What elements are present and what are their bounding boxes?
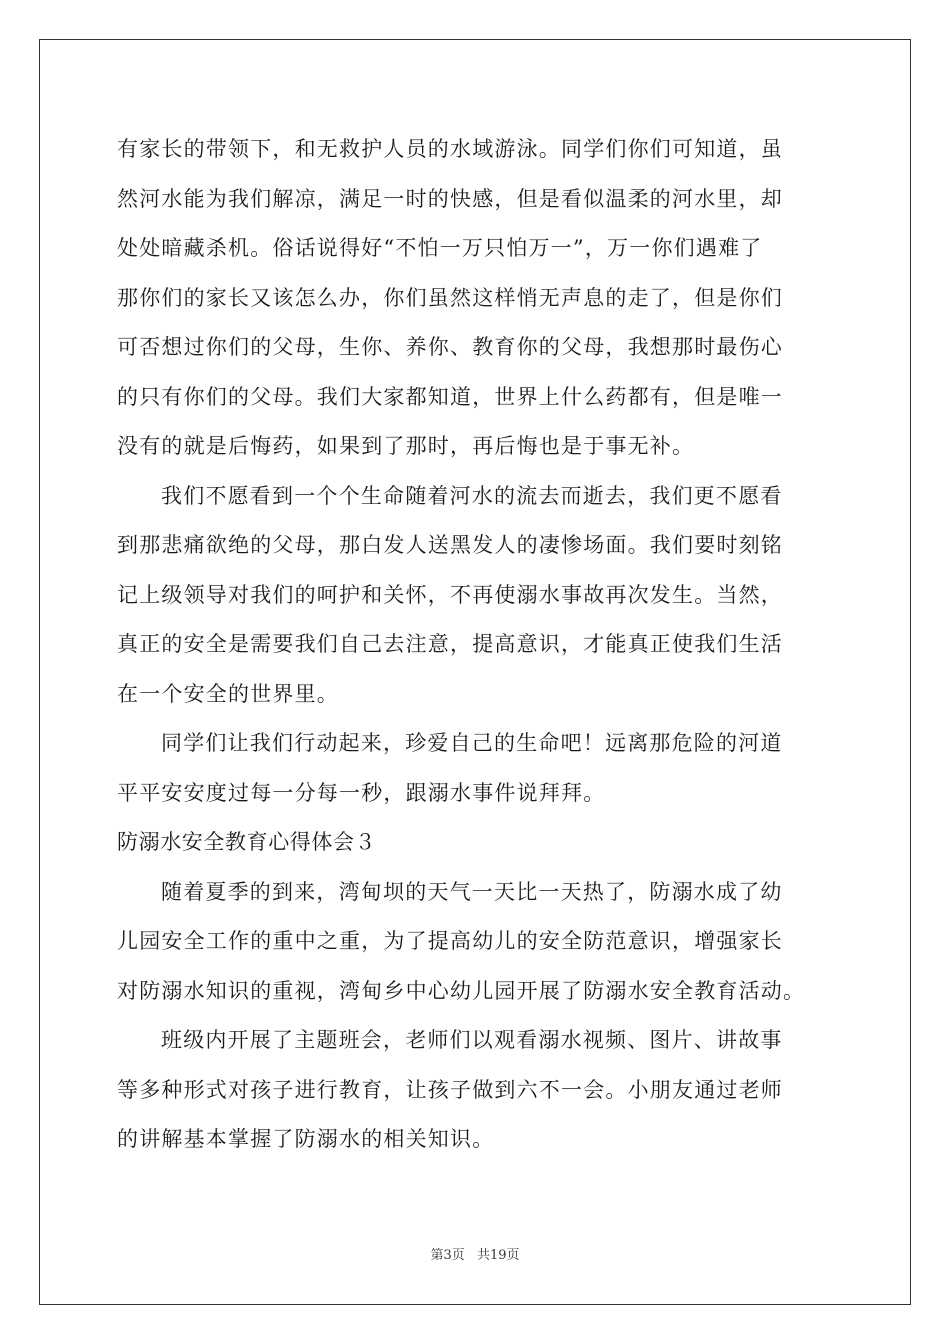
text-line: 到那悲痛欲绝的父母，那白发人送黑发人的凄惨场面。我们要时刻铭: [117, 533, 783, 557]
text-line: 平平安安度过每一分每一秒，跟溺水事件说拜拜。: [117, 780, 606, 805]
text-line: 儿园安全工作的重中之重，为了提高幼儿的安全防范意识，增强家长: [117, 929, 783, 953]
text-line: 没有的就是后悔药，如果到了那时，再后悔也是于事无补。: [117, 434, 695, 458]
text-line: 在一个安全的世界里。: [117, 681, 339, 706]
text-line: 可否想过你们的父母，生你、养你、教育你的父母，我想那时最伤心: [117, 335, 783, 359]
text-line: 那你们的家长又该怎么办，你们虽然这样悄无声息的走了，但是你们: [117, 285, 783, 310]
page-footer: [0, 1244, 950, 1263]
heading-text: 防溺水安全教育心得体会３: [117, 830, 377, 854]
text-line: 处处暗藏杀机。俗话说得好“不怕一万只怕万一”，万一你们遇难了: [117, 236, 763, 260]
page-number: 第3页: [430, 1248, 465, 1263]
text-line: 同学们让我们行动起来，珍爱自己的生命吧！远离那危险的河道: [161, 731, 783, 755]
section-heading: [117, 818, 833, 868]
text-line: 我们不愿看到一个个生命随着河水的流去而逝去，我们更不愿看: [161, 483, 783, 508]
text-line: 然河水能为我们解凉，满足一时的快感，但是看似温柔的河水里，却: [117, 186, 783, 211]
text-line: 随着夏季的到来，湾甸坝的天气一天比一天热了，防溺水成了幼: [161, 879, 783, 904]
text-line: 的只有你们的父母。我们大家都知道，世界上什么药都有，但是唯一: [117, 384, 783, 409]
paragraph: [117, 125, 833, 472]
paragraph: [117, 868, 833, 1017]
text-line: 对防溺水知识的重视，湾甸乡中心幼儿园开展了防溺水安全教育活动。: [117, 978, 806, 1003]
text-line: 真正的安全是需要我们自己去注意，提高意识，才能真正使我们生活: [117, 632, 783, 656]
text-line: 有家长的带领下，和无救护人员的水域游泳。同学们你们可知道，虽: [117, 137, 783, 161]
paragraph: [117, 472, 833, 720]
document-body: [117, 125, 833, 1165]
text-line: 班级内开展了主题班会，老师们以观看溺水视频、图片、讲故事: [161, 1028, 783, 1052]
text-line: 的讲解基本掌握了防溺水的相关知识。: [117, 1127, 495, 1151]
paragraph: [117, 1016, 833, 1165]
text-line: 等多种形式对孩子进行教育，让孩子做到六不一会。小朋友通过老师: [117, 1077, 783, 1102]
page-total: 共19页: [476, 1248, 520, 1263]
paragraph: [117, 719, 833, 818]
text-line: 记上级领导对我们的呵护和关怀，不再使溺水事故再次发生。当然，: [117, 582, 783, 607]
